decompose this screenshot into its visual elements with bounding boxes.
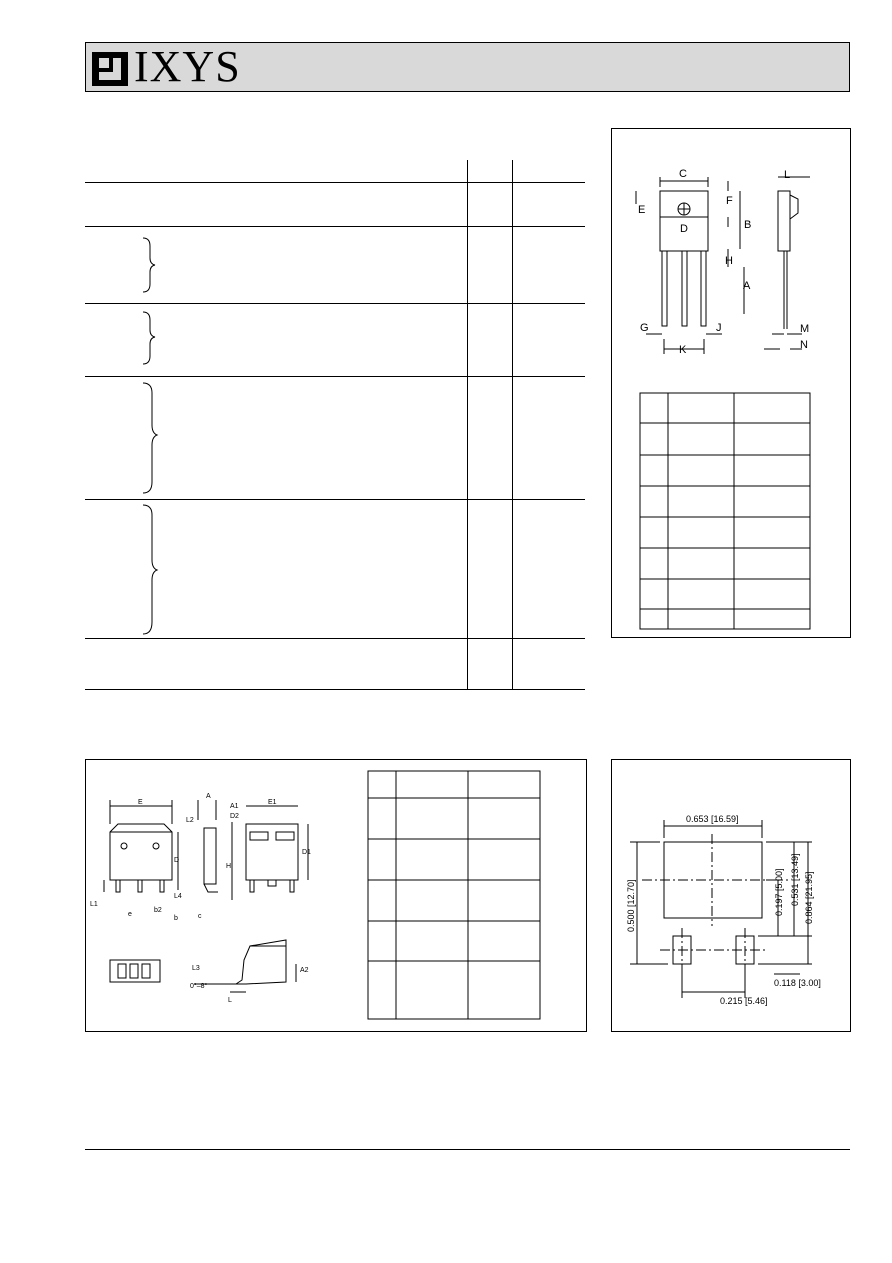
d2pak-label-h: H [226, 863, 232, 870]
d2pak-label-l2: L2 [186, 817, 194, 824]
to247-panel [611, 128, 851, 638]
dim-label-m: M [800, 323, 810, 335]
d2pak-label-l3: L3 [192, 965, 200, 972]
footprint-dim-197: 0.197 [5.00] [774, 868, 784, 916]
dim-label-d: D [680, 223, 688, 235]
d2pak-label-d: D [174, 857, 180, 864]
d2pak-label-a2: A2 [300, 967, 309, 974]
dim-label-k: K [679, 344, 687, 356]
dim-label-a: A [743, 280, 751, 292]
d2pak-panel [85, 759, 587, 1032]
d2pak-label-l1: L1 [90, 901, 98, 908]
to247-outline-drawing [612, 129, 852, 639]
d2pak-label-b: b [174, 915, 178, 922]
dim-label-j: J [716, 322, 722, 334]
dim-label-f: F [726, 195, 733, 207]
footer-rule [85, 1149, 850, 1150]
footprint-height-label: 0.500 [12.70] [626, 879, 636, 932]
footprint-dim-531: 0.531 [13.49] [790, 853, 800, 906]
footprint-dim-864: 0.864 [21.95] [804, 871, 814, 924]
d2pak-label-c: c [198, 913, 202, 920]
dim-label-b: B [744, 219, 752, 231]
d2pak-label-a: A [206, 793, 211, 800]
footprint-drawing [612, 760, 852, 1033]
dim-label-n: N [800, 339, 808, 351]
d2pak-label-l: L [228, 997, 232, 1004]
d2pak-label-e1: E1 [268, 799, 277, 806]
footprint-dim-215: 0.215 [5.46] [720, 996, 768, 1006]
dim-label-l: L [784, 169, 791, 181]
dim-label-g: G [640, 322, 649, 334]
footprint-dim-118: 0.118 [3.00] [774, 978, 821, 988]
d2pak-label-l4: L4 [174, 893, 182, 900]
d2pak-label-d2: D2 [230, 813, 239, 820]
d2pak-label-pitch: e [128, 911, 132, 918]
d2pak-label-d1: D1 [302, 849, 311, 856]
footprint-panel [611, 759, 851, 1032]
dim-label-h: H [725, 255, 733, 267]
dim-label-e: E [638, 204, 646, 216]
logo-text: IXYS [134, 42, 241, 91]
dim-label-c: C [679, 168, 687, 180]
d2pak-label-b2: b2 [154, 907, 162, 914]
d2pak-label-a1: A1 [230, 803, 239, 810]
d2pak-label-e: E [138, 799, 143, 806]
d2pak-label-angle: 0°–8° [190, 983, 208, 990]
footprint-width-label: 0.653 [16.59] [686, 814, 739, 824]
d2pak-outline-drawing [86, 760, 588, 1033]
